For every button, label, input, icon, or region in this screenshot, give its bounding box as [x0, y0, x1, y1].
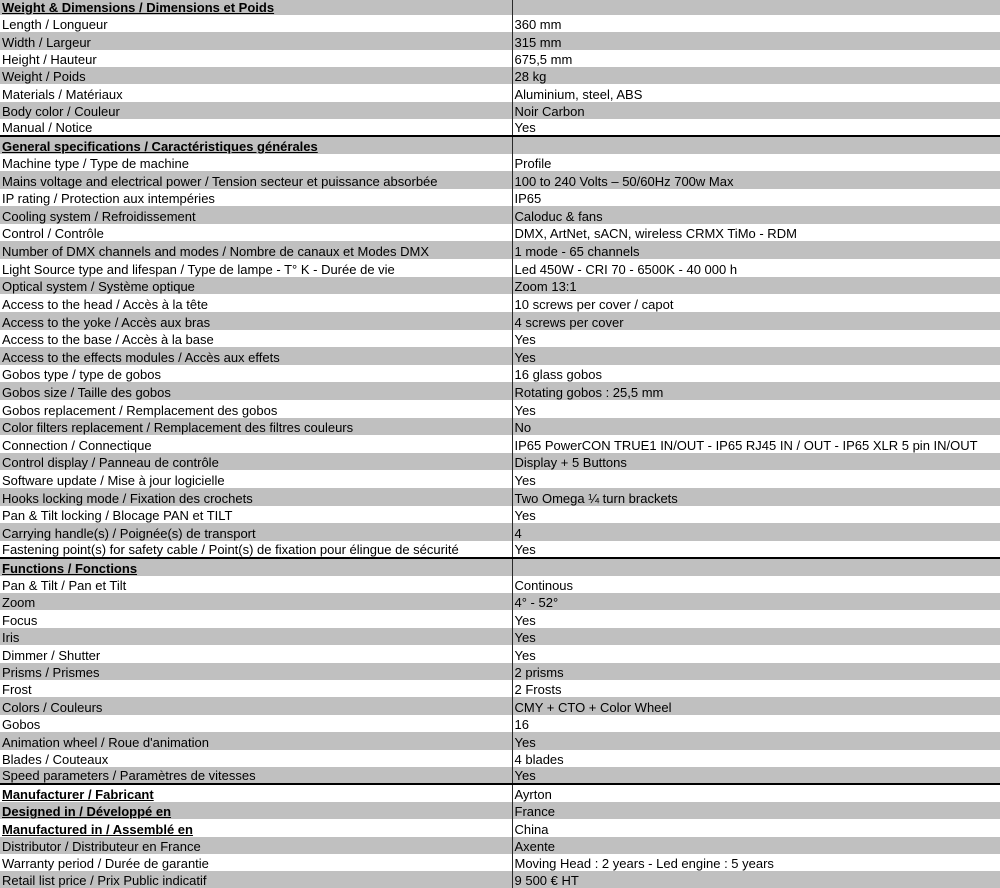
spec-row [0, 67, 1000, 84]
section-title: Weight & Dimensions / Dimensions et Poids [0, 0, 512, 15]
spec-value: 675,5 mm [512, 50, 1000, 67]
section-title: Manufactured in / Assemblé en [0, 819, 512, 837]
spec-label: Length / Longueur [0, 15, 512, 32]
spec-value: Yes [512, 541, 1000, 558]
spec-row [0, 294, 1000, 312]
spec-label: Distributor / Distributeur en France [0, 837, 512, 854]
spec-value: 4° - 52° [512, 593, 1000, 610]
spec-row [0, 628, 1000, 645]
spec-row [0, 171, 1000, 189]
section-header-row [0, 802, 1000, 819]
spec-row [0, 418, 1000, 435]
spec-label: Number of DMX channels and modes / Nombre de canaux et Modes DMX [0, 241, 512, 259]
spec-label: Height / Hauteur [0, 50, 512, 67]
spec-label: Colors / Couleurs [0, 697, 512, 715]
spec-value: China [512, 819, 1000, 837]
spec-label: Gobos size / Taille des gobos [0, 382, 512, 400]
spec-label: Machine type / Type de machine [0, 154, 512, 171]
spec-value: Caloduc & fans [512, 206, 1000, 224]
spec-row [0, 84, 1000, 102]
spec-label: Iris [0, 628, 512, 645]
spec-value: 4 screws per cover [512, 312, 1000, 330]
spec-value [512, 136, 1000, 154]
spec-value: 4 blades [512, 750, 1000, 767]
spec-row [0, 453, 1000, 470]
spec-row [0, 224, 1000, 241]
spec-label: Carrying handle(s) / Poignée(s) de transport [0, 523, 512, 541]
spec-label: Software update / Mise à jour logicielle [0, 470, 512, 488]
section-header-row [0, 819, 1000, 837]
spec-row [0, 382, 1000, 400]
spec-label: Materials / Matériaux [0, 84, 512, 102]
spec-value: IP65 PowerCON TRUE1 IN/OUT - IP65 RJ45 IN / OUT - IP65 XLR 5 pin IN/OUT [512, 435, 1000, 453]
spec-row [0, 610, 1000, 628]
spec-value: Rotating gobos : 25,5 mm [512, 382, 1000, 400]
spec-label: Access to the effects modules / Accès aux effets [0, 347, 512, 365]
spec-value: Yes [512, 610, 1000, 628]
spec-value: Led 450W - CRI 70 - 6500K - 40 000 h [512, 259, 1000, 277]
section-title: Functions / Fonctions [0, 558, 512, 576]
spec-value: 10 screws per cover / capot [512, 294, 1000, 312]
spec-label: Blades / Couteaux [0, 750, 512, 767]
spec-row [0, 277, 1000, 294]
spec-label: IP rating / Protection aux intempéries [0, 189, 512, 206]
spec-row [0, 593, 1000, 610]
spec-label: Width / Largeur [0, 32, 512, 50]
spec-value: 16 [512, 715, 1000, 732]
spec-value: 2 Frosts [512, 680, 1000, 697]
section-title: General specifications / Caractéristiques générales [0, 136, 512, 154]
spec-row [0, 576, 1000, 593]
spec-value: 4 [512, 523, 1000, 541]
spec-label: Control display / Panneau de contrôle [0, 453, 512, 470]
spec-row [0, 470, 1000, 488]
spec-row [0, 871, 1000, 888]
spec-value: Ayrton [512, 784, 1000, 802]
spec-value: DMX, ArtNet, sACN, wireless CRMX TiMo - RDM [512, 224, 1000, 241]
spec-value: 360 mm [512, 15, 1000, 32]
spec-label: Animation wheel / Roue d'animation [0, 732, 512, 750]
spec-row [0, 506, 1000, 523]
spec-value: 28 kg [512, 67, 1000, 84]
section-header-row [0, 136, 1000, 154]
spec-label: Fastening point(s) for safety cable / Point(s) de fixation pour élingue de sécurité [0, 541, 512, 558]
spec-value: Two Omega ¼ turn brackets [512, 488, 1000, 506]
spec-value [512, 558, 1000, 576]
spec-label: Weight / Poids [0, 67, 512, 84]
spec-value: Axente [512, 837, 1000, 854]
section-title: Manufacturer / Fabricant [0, 784, 512, 802]
spec-label: Optical system / Système optique [0, 277, 512, 294]
spec-value: France [512, 802, 1000, 819]
spec-value: Yes [512, 628, 1000, 645]
spec-label: Zoom [0, 593, 512, 610]
spec-value: Yes [512, 119, 1000, 136]
spec-value: 16 glass gobos [512, 365, 1000, 382]
spec-label: Body color / Couleur [0, 102, 512, 119]
spec-label: Hooks locking mode / Fixation des crochets [0, 488, 512, 506]
spec-value [512, 0, 1000, 15]
spec-row [0, 541, 1000, 558]
spec-value: 2 prisms [512, 663, 1000, 680]
spec-label: Warranty period / Durée de garantie [0, 854, 512, 871]
spec-row [0, 241, 1000, 259]
spec-row [0, 697, 1000, 715]
spec-row [0, 206, 1000, 224]
spec-value: Zoom 13:1 [512, 277, 1000, 294]
spec-label: Connection / Connectique [0, 435, 512, 453]
spec-value: Yes [512, 470, 1000, 488]
spec-row [0, 15, 1000, 32]
spec-value: Continous [512, 576, 1000, 593]
spec-row [0, 102, 1000, 119]
spec-row [0, 435, 1000, 453]
section-header-row [0, 784, 1000, 802]
spec-label: Manual / Notice [0, 119, 512, 136]
spec-row [0, 154, 1000, 171]
spec-label: Speed parameters / Paramètres de vitesses [0, 767, 512, 784]
spec-value: Yes [512, 400, 1000, 418]
spec-value: 100 to 240 Volts – 50/60Hz 700w Max [512, 171, 1000, 189]
section-header-row [0, 558, 1000, 576]
spec-row [0, 663, 1000, 680]
spec-row [0, 365, 1000, 382]
spec-row [0, 32, 1000, 50]
spec-row [0, 488, 1000, 506]
spec-value: Moving Head : 2 years - Led engine : 5 years [512, 854, 1000, 871]
spec-label: Gobos type / type de gobos [0, 365, 512, 382]
spec-label: Dimmer / Shutter [0, 645, 512, 663]
spec-label: Pan & Tilt / Pan et Tilt [0, 576, 512, 593]
spec-value: Yes [512, 732, 1000, 750]
spec-label: Gobos [0, 715, 512, 732]
spec-row [0, 732, 1000, 750]
spec-value: Yes [512, 767, 1000, 784]
spec-row [0, 119, 1000, 136]
spec-label: Pan & Tilt locking / Blocage PAN et TILT [0, 506, 512, 523]
spec-row [0, 523, 1000, 541]
spec-row [0, 400, 1000, 418]
spec-row [0, 680, 1000, 697]
section-title: Designed in / Développé en [0, 802, 512, 819]
spec-label: Gobos replacement / Remplacement des gobos [0, 400, 512, 418]
spec-row [0, 259, 1000, 277]
spec-value: Noir Carbon [512, 102, 1000, 119]
spec-label: Mains voltage and electrical power / Tension secteur et puissance absorbée [0, 171, 512, 189]
spec-value: Profile [512, 154, 1000, 171]
spec-row [0, 347, 1000, 365]
spec-value: Display + 5 Buttons [512, 453, 1000, 470]
spec-label: Cooling system / Refroidissement [0, 206, 512, 224]
spec-value: IP65 [512, 189, 1000, 206]
spec-value: Aluminium, steel, ABS [512, 84, 1000, 102]
spec-label: Access to the base / Accès à la base [0, 330, 512, 347]
section-header-row [0, 0, 1000, 15]
spec-row [0, 645, 1000, 663]
spec-value: Yes [512, 645, 1000, 663]
spec-row [0, 50, 1000, 67]
spec-value: 315 mm [512, 32, 1000, 50]
spec-value: Yes [512, 347, 1000, 365]
spec-value: CMY + CTO + Color Wheel [512, 697, 1000, 715]
spec-label: Access to the yoke / Accès aux bras [0, 312, 512, 330]
spec-value: Yes [512, 330, 1000, 347]
spec-row [0, 837, 1000, 854]
spec-label: Light Source type and lifespan / Type de lampe - T° K - Durée de vie [0, 259, 512, 277]
spec-row [0, 854, 1000, 871]
spec-label: Control / Contrôle [0, 224, 512, 241]
spec-row [0, 767, 1000, 784]
spec-row [0, 715, 1000, 732]
spec-label: Focus [0, 610, 512, 628]
spec-row [0, 189, 1000, 206]
spec-row [0, 330, 1000, 347]
spec-row [0, 750, 1000, 767]
spec-label: Color filters replacement / Remplacement des filtres couleurs [0, 418, 512, 435]
spec-label: Frost [0, 680, 512, 697]
spec-value: 9 500 € HT [512, 871, 1000, 888]
spec-value: Yes [512, 506, 1000, 523]
spec-row [0, 312, 1000, 330]
spec-value: 1 mode - 65 channels [512, 241, 1000, 259]
spec-value: No [512, 418, 1000, 435]
spec-label: Retail list price / Prix Public indicatif [0, 871, 512, 888]
spec-label: Prisms / Prismes [0, 663, 512, 680]
spec-label: Access to the head / Accès à la tête [0, 294, 512, 312]
